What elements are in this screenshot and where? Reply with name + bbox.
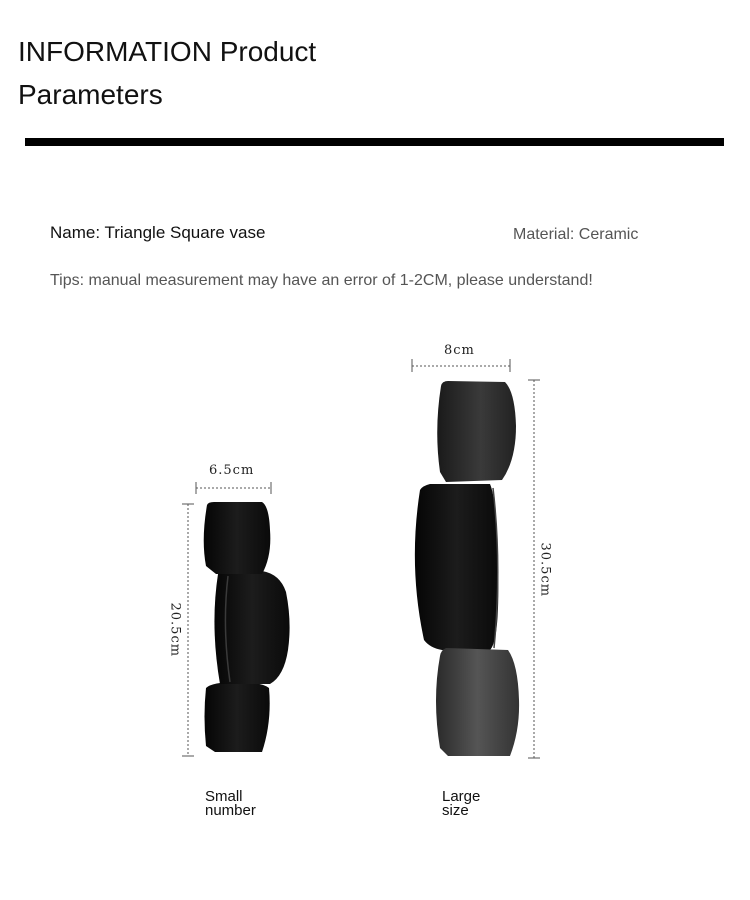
small-height-dimension — [182, 504, 194, 756]
small-vase — [204, 502, 290, 752]
large-vase — [415, 381, 519, 756]
product-material: Material: Ceramic — [513, 226, 639, 243]
large-width-dimension — [412, 359, 510, 372]
small-width-label: 6.5cm — [209, 463, 255, 478]
small-height-label: 20.5cm — [167, 602, 183, 658]
measurement-tip: Tips: manual measurement may have an error of 1-2CM, please understand! — [50, 272, 593, 289]
small-width-dimension — [196, 482, 271, 494]
large-width-label: 8cm — [444, 343, 475, 358]
small-size-label-line2: number — [205, 802, 256, 819]
large-size-label — [442, 790, 480, 818]
large-size-label-line2: size — [442, 802, 469, 819]
large-size-label-line1: Large — [442, 788, 481, 805]
title-line-2: Parameters — [18, 79, 163, 110]
product-name: Name: Triangle Square vase — [50, 223, 266, 242]
large-height-label: 30.5cm — [537, 542, 553, 598]
small-size-label-line1: Small — [205, 788, 243, 805]
small-size-label — [205, 790, 256, 818]
title-line-1: INFORMATION Product — [18, 36, 317, 67]
